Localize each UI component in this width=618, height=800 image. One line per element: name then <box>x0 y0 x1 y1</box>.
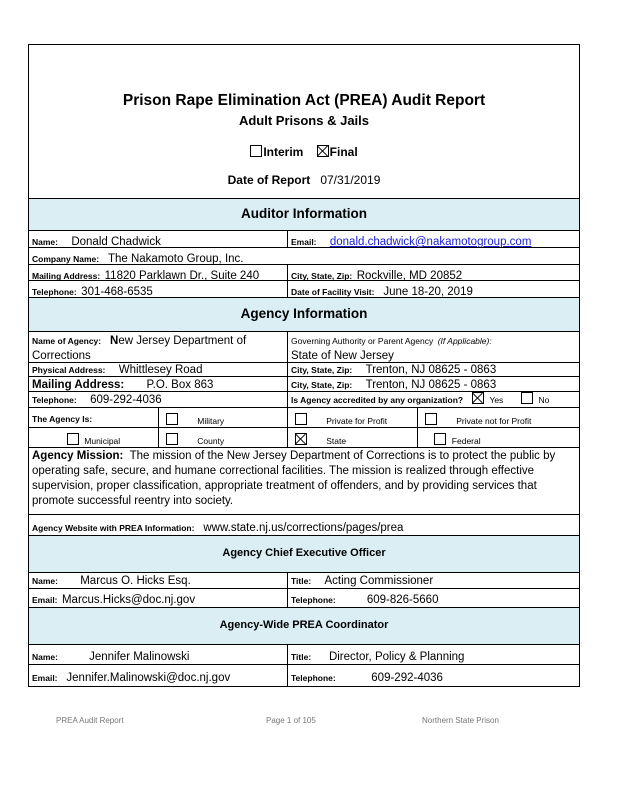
accredited-yes-checkbox-checked[interactable] <box>472 392 484 404</box>
report-header <box>28 44 580 198</box>
company-label: Company Name: <box>32 254 100 264</box>
visit-date-label: Date of Facility Visit: <box>291 287 375 297</box>
auditor-phone: 301-468-6535 <box>81 286 153 297</box>
mission-label: Agency Mission: <box>32 450 124 462</box>
auditor-row-company <box>28 247 580 264</box>
agency-is-label: The Agency Is: <box>32 414 93 424</box>
auditor-row-phone <box>28 280 580 297</box>
auditor-email-label: Email: <box>291 237 317 247</box>
agency-type-row-2 <box>28 427 580 447</box>
agency-row-physical <box>28 362 580 376</box>
coordinator-email-label: Email: <box>32 673 58 683</box>
accredited-no-checkbox[interactable] <box>521 392 533 404</box>
agency-phone-label: Telephone: <box>32 395 77 405</box>
governing-value: State of New Jersey <box>291 350 394 362</box>
coordinator-phone-label: Telephone: <box>291 673 336 683</box>
private-profit-label: Private for Profit <box>326 416 388 426</box>
accredited-label: Is Agency accredited by any organization? <box>291 395 464 405</box>
auditor-row-mailing <box>28 264 580 280</box>
accredited-no-label: No <box>538 395 550 405</box>
final-label: Final <box>329 145 358 159</box>
company-name: The Nakamoto Group, Inc. <box>107 253 244 264</box>
ceo-row-name <box>28 572 580 588</box>
ceo-name: Marcus O. Hicks Esq. <box>80 575 191 587</box>
interim-checkbox[interactable] <box>250 145 262 157</box>
agency-city: Trenton, NJ 08625 - 0863 <box>365 364 497 376</box>
military-checkbox[interactable] <box>166 413 178 425</box>
ceo-name-label: Name: <box>32 576 58 586</box>
federal-checkbox[interactable] <box>434 433 446 445</box>
mission-text: The mission of the New Jersey Department of Corrections is to protect the public by operating safe, secure, and humane correctional facilities. The mission is realized through effective supervision, proper classification, appropriate treatment of offenders, and by providing services that promote successful reentry into society. <box>32 450 556 507</box>
coordinator-row-email <box>28 664 580 687</box>
county-checkbox[interactable] <box>166 433 178 445</box>
report-type <box>29 145 579 159</box>
footer-page-number: Page 1 of 105 <box>266 716 316 725</box>
section-prea-coordinator: Agency-Wide PREA Coordinator <box>28 607 580 644</box>
physical-address-label: Physical Address: <box>32 365 106 375</box>
footer-right: Northern State Prison <box>422 716 499 725</box>
agency-name: ew Jersey Department of <box>118 335 247 347</box>
auditor-name-label: Name: <box>32 237 58 247</box>
agency-city2: Trenton, NJ 08625 - 0863 <box>365 379 497 391</box>
date-value: 07/31/2019 <box>320 173 381 187</box>
report-date <box>29 173 579 187</box>
section-auditor-information: Auditor Information <box>28 198 580 230</box>
date-label: Date of Report <box>227 173 311 187</box>
auditor-mailing-label: Mailing Address: <box>32 271 101 280</box>
agency-phone: 609-292-4036 <box>90 394 162 406</box>
ceo-title: Acting Commissioner <box>324 575 434 587</box>
municipal-label: Municipal <box>84 436 121 446</box>
section-ceo: Agency Chief Executive Officer <box>28 535 580 572</box>
agency-name-line2: Corrections <box>32 350 91 362</box>
coordinator-phone: 609-292-4036 <box>371 672 443 684</box>
auditor-city: Rockville, MD 20852 <box>356 270 463 280</box>
footer-left: PREA Audit Report <box>56 716 124 725</box>
visit-date: June 18-20, 2019 <box>383 286 473 297</box>
auditor-mailing: 11820 Parklawn Dr., Suite 240 <box>104 270 260 280</box>
governing-label-note: (If Applicable): <box>437 336 492 346</box>
ceo-row-email <box>28 588 580 607</box>
private-profit-checkbox[interactable] <box>295 413 307 425</box>
ceo-phone-label: Telephone: <box>291 595 336 605</box>
agency-row-phone <box>28 391 580 407</box>
governing-label: Governing Authority or Parent Agency <box>291 336 434 346</box>
private-nonprofit-checkbox[interactable] <box>425 413 437 425</box>
agency-mission <box>28 447 580 514</box>
coordinator-name-label: Name: <box>32 652 58 662</box>
accredited-yes-label: Yes <box>489 395 504 405</box>
agency-website-row <box>28 514 580 535</box>
ceo-title-label: Title: <box>291 576 312 586</box>
agency-row-name <box>28 331 580 362</box>
auditor-name: Donald Chadwick <box>71 236 161 247</box>
agency-mailing: P.O. Box 863 <box>146 379 214 391</box>
coordinator-email: Jennifer.Malinowski@doc.nj.gov <box>66 672 231 684</box>
final-checkbox-checked[interactable] <box>317 145 329 157</box>
ceo-email: Marcus.Hicks@doc.nj.gov <box>61 594 196 606</box>
agency-city2-label: City, State, Zip: <box>291 380 353 390</box>
interim-label: Interim <box>263 145 304 159</box>
agency-city-label: City, State, Zip: <box>291 365 353 375</box>
auditor-phone-label: Telephone: <box>32 287 77 297</box>
county-label: County <box>197 436 225 446</box>
agency-website[interactable]: www.state.nj.us/corrections/pages/prea <box>203 522 404 534</box>
state-label: State <box>326 436 347 446</box>
coordinator-name: Jennifer Malinowski <box>89 651 190 663</box>
coordinator-row-name <box>28 644 580 664</box>
auditor-city-label: City, State, Zip: <box>291 271 353 280</box>
private-nonprofit-label: Private not for Profit <box>456 416 532 426</box>
state-checkbox-checked[interactable] <box>295 433 307 445</box>
report-title: Prison Rape Elimination Act (PREA) Audit Report <box>122 92 486 109</box>
agency-name-label: Name of Agency: <box>32 336 102 346</box>
ceo-email-label: Email: <box>32 595 58 605</box>
municipal-checkbox[interactable] <box>67 433 79 445</box>
audit-report-page <box>28 44 580 687</box>
agency-name-initial: N <box>110 335 119 347</box>
auditor-row-name <box>28 230 580 247</box>
agency-row-mailing <box>28 376 580 391</box>
report-subtitle: Adult Prisons & Jails <box>238 113 370 128</box>
military-label: Military <box>197 416 225 426</box>
federal-label: Federal <box>451 436 481 446</box>
auditor-email-link[interactable]: donald.chadwick@nakamotogroup.com <box>329 236 532 247</box>
agency-mailing-label: Mailing Address: <box>32 379 125 391</box>
agency-type-row-1 <box>28 407 580 427</box>
section-agency-information: Agency Information <box>28 297 580 331</box>
ceo-phone: 609-826-5660 <box>366 594 439 606</box>
coordinator-title: Director, Policy & Planning <box>328 651 465 663</box>
website-label: Agency Website with PREA Information: <box>32 523 195 533</box>
physical-address: Whittlesey Road <box>118 364 203 376</box>
coordinator-title-label: Title: <box>291 652 312 662</box>
